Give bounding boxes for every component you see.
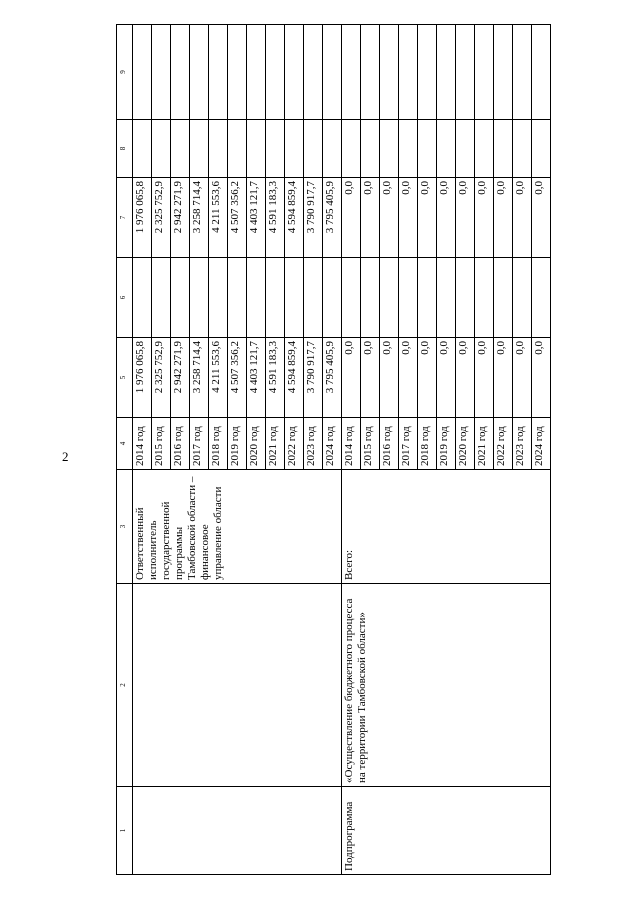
regional-value-cell: 0,0 — [399, 178, 418, 258]
regional-value-cell: 3 795 405,9 — [323, 178, 342, 258]
total-value-cell: 3 790 917,7 — [304, 338, 323, 418]
federal-value-cell — [532, 258, 551, 338]
local-value-cell — [171, 120, 190, 178]
regional-value-cell: 4 591 183,3 — [266, 178, 285, 258]
year-cell: 2023 год — [304, 418, 323, 470]
regional-value-cell: 0,0 — [494, 178, 513, 258]
federal-value-cell — [190, 258, 209, 338]
total-value-cell: 0,0 — [513, 338, 532, 418]
federal-value-cell — [323, 258, 342, 338]
regional-value-cell: 4 507 356,2 — [228, 178, 247, 258]
year-cell: 2021 год — [266, 418, 285, 470]
column-number: 3 — [117, 470, 133, 584]
local-value-cell — [152, 120, 171, 178]
regional-value-cell: 3 790 917,7 — [304, 178, 323, 258]
year-cell: 2024 год — [532, 418, 551, 470]
program-type-cell — [133, 787, 342, 875]
regional-value-cell: 4 594 859,4 — [285, 178, 304, 258]
local-value-cell — [494, 120, 513, 178]
federal-value-cell — [380, 258, 399, 338]
regional-value-cell: 0,0 — [380, 178, 399, 258]
total-value-cell: 4 403 121,7 — [247, 338, 266, 418]
column-number: 6 — [117, 258, 133, 338]
local-value-cell — [285, 120, 304, 178]
column-number: 4 — [117, 418, 133, 470]
other-value-cell — [342, 25, 361, 120]
total-value-cell: 0,0 — [532, 338, 551, 418]
table-body — [117, 25, 551, 875]
regional-value-cell: 0,0 — [456, 178, 475, 258]
year-cell: 2020 год — [247, 418, 266, 470]
year-cell: 2018 год — [209, 418, 228, 470]
year-cell: 2017 год — [190, 418, 209, 470]
other-value-cell — [323, 25, 342, 120]
other-value-cell — [171, 25, 190, 120]
total-value-cell: 4 507 356,2 — [228, 338, 247, 418]
federal-value-cell — [418, 258, 437, 338]
total-value-cell: 4 591 183,3 — [266, 338, 285, 418]
federal-value-cell — [133, 258, 152, 338]
local-value-cell — [437, 120, 456, 178]
total-value-cell: 0,0 — [418, 338, 437, 418]
regional-value-cell: 1 976 065,8 — [133, 178, 152, 258]
program-type-cell: Подпрограмма — [342, 787, 551, 875]
federal-value-cell — [342, 258, 361, 338]
regional-value-cell: 2 942 271,9 — [171, 178, 190, 258]
year-cell: 2016 год — [380, 418, 399, 470]
regional-value-cell: 0,0 — [342, 178, 361, 258]
column-number: 2 — [117, 584, 133, 787]
year-cell: 2024 год — [323, 418, 342, 470]
regional-value-cell: 0,0 — [475, 178, 494, 258]
local-value-cell — [304, 120, 323, 178]
table-row — [133, 25, 152, 875]
program-name-cell: «Осуществление бюджетного процесса на территории Тамбовской области» — [342, 584, 551, 787]
rotated-table-wrapper — [116, 25, 606, 875]
other-value-cell — [418, 25, 437, 120]
local-value-cell — [190, 120, 209, 178]
page-number: 2 — [62, 449, 69, 464]
budget-table — [116, 24, 551, 875]
column-number: 7 — [117, 178, 133, 258]
federal-value-cell — [475, 258, 494, 338]
year-cell: 2018 год — [418, 418, 437, 470]
local-value-cell — [456, 120, 475, 178]
year-cell: 2017 год — [399, 418, 418, 470]
local-value-cell — [418, 120, 437, 178]
other-value-cell — [209, 25, 228, 120]
other-value-cell — [399, 25, 418, 120]
regional-value-cell: 3 258 714,4 — [190, 178, 209, 258]
year-cell: 2014 год — [133, 418, 152, 470]
regional-value-cell: 4 403 121,7 — [247, 178, 266, 258]
federal-value-cell — [456, 258, 475, 338]
other-value-cell — [266, 25, 285, 120]
total-value-cell: 0,0 — [494, 338, 513, 418]
other-value-cell — [494, 25, 513, 120]
federal-value-cell — [228, 258, 247, 338]
table-row — [342, 25, 361, 875]
other-value-cell — [228, 25, 247, 120]
total-value-cell: 1 976 065,8 — [133, 338, 152, 418]
regional-value-cell: 0,0 — [532, 178, 551, 258]
year-cell: 2019 год — [437, 418, 456, 470]
year-cell: 2022 год — [285, 418, 304, 470]
total-value-cell: 0,0 — [456, 338, 475, 418]
year-cell: 2021 год — [475, 418, 494, 470]
year-cell: 2022 год — [494, 418, 513, 470]
executor-cell: Ответственный исполнитель государственной программы Тамбовской области – финансовое управление области — [133, 470, 342, 584]
regional-value-cell: 2 325 752,9 — [152, 178, 171, 258]
local-value-cell — [342, 120, 361, 178]
total-value-cell: 2 325 752,9 — [152, 338, 171, 418]
other-value-cell — [532, 25, 551, 120]
column-number: 1 — [117, 787, 133, 875]
total-value-cell: 4 211 553,6 — [209, 338, 228, 418]
local-value-cell — [361, 120, 380, 178]
other-value-cell — [285, 25, 304, 120]
regional-value-cell: 0,0 — [361, 178, 380, 258]
year-cell: 2015 год — [361, 418, 380, 470]
regional-value-cell: 4 211 553,6 — [209, 178, 228, 258]
regional-value-cell: 0,0 — [418, 178, 437, 258]
local-value-cell — [133, 120, 152, 178]
total-value-cell: 3 258 714,4 — [190, 338, 209, 418]
other-value-cell — [133, 25, 152, 120]
federal-value-cell — [266, 258, 285, 338]
executor-cell: Всего: — [342, 470, 551, 584]
total-value-cell: 2 942 271,9 — [171, 338, 190, 418]
other-value-cell — [380, 25, 399, 120]
total-value-cell: 0,0 — [380, 338, 399, 418]
column-number: 8 — [117, 120, 133, 178]
federal-value-cell — [209, 258, 228, 338]
year-cell: 2016 год — [171, 418, 190, 470]
regional-value-cell: 0,0 — [513, 178, 532, 258]
column-number: 9 — [117, 25, 133, 120]
federal-value-cell — [152, 258, 171, 338]
total-value-cell: 0,0 — [361, 338, 380, 418]
federal-value-cell — [247, 258, 266, 338]
total-value-cell: 0,0 — [342, 338, 361, 418]
other-value-cell — [456, 25, 475, 120]
total-value-cell: 0,0 — [437, 338, 456, 418]
year-cell: 2014 год — [342, 418, 361, 470]
other-value-cell — [190, 25, 209, 120]
other-value-cell — [437, 25, 456, 120]
other-value-cell — [152, 25, 171, 120]
federal-value-cell — [361, 258, 380, 338]
regional-value-cell: 0,0 — [437, 178, 456, 258]
total-value-cell: 4 594 859,4 — [285, 338, 304, 418]
other-value-cell — [361, 25, 380, 120]
local-value-cell — [475, 120, 494, 178]
total-value-cell: 0,0 — [475, 338, 494, 418]
local-value-cell — [532, 120, 551, 178]
federal-value-cell — [171, 258, 190, 338]
other-value-cell — [513, 25, 532, 120]
federal-value-cell — [285, 258, 304, 338]
local-value-cell — [513, 120, 532, 178]
federal-value-cell — [437, 258, 456, 338]
year-cell: 2019 год — [228, 418, 247, 470]
other-value-cell — [475, 25, 494, 120]
local-value-cell — [209, 120, 228, 178]
federal-value-cell — [399, 258, 418, 338]
other-value-cell — [247, 25, 266, 120]
year-cell: 2023 год — [513, 418, 532, 470]
column-numbers-row — [117, 25, 133, 875]
column-number: 5 — [117, 338, 133, 418]
local-value-cell — [266, 120, 285, 178]
local-value-cell — [380, 120, 399, 178]
year-cell: 2020 год — [456, 418, 475, 470]
local-value-cell — [228, 120, 247, 178]
other-value-cell — [304, 25, 323, 120]
federal-value-cell — [513, 258, 532, 338]
total-value-cell: 0,0 — [399, 338, 418, 418]
total-value-cell: 3 795 405,9 — [323, 338, 342, 418]
federal-value-cell — [304, 258, 323, 338]
program-name-cell — [133, 584, 342, 787]
local-value-cell — [247, 120, 266, 178]
local-value-cell — [399, 120, 418, 178]
federal-value-cell — [494, 258, 513, 338]
year-cell: 2015 год — [152, 418, 171, 470]
local-value-cell — [323, 120, 342, 178]
